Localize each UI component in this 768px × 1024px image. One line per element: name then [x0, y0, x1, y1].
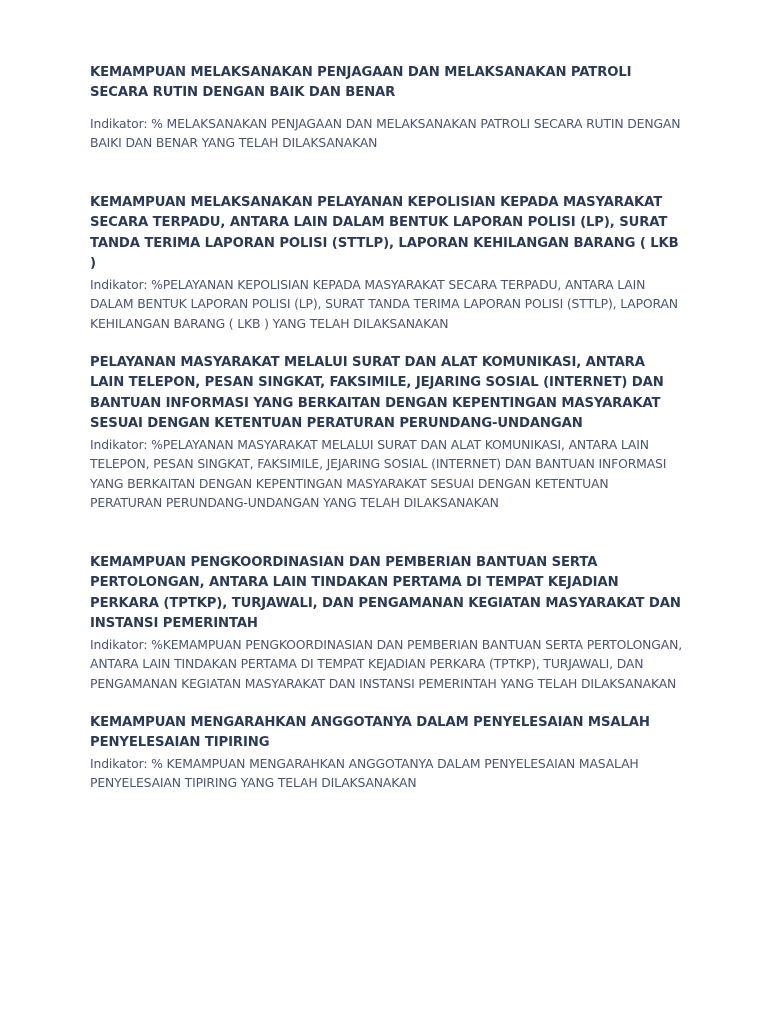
item-indicator: Indikator: %KEMAMPUAN PENGKOORDINASIAN DAN PEMBERIAN BANTUAN SERTA PERTOLONGAN, ANTARA LAIN TINDAKAN PERTAMA DI TEMPAT KEJADIAN PERKARA (TPTKP), TURJAWALI, DAN PENGAMANAN KEGIATAN MASYARAKAT DAN INSTANSI PEMERINTAH YANG TELAH DILAKSANAKAN	[90, 636, 682, 691]
item-indicator: Indikator: % MELAKSANAKAN PENJAGAAN DAN MELAKSANAKAN PATROLI SECARA RUTIN DENGAN BAIKI DAN BENAR YANG TELAH DILAKSANAKAN	[90, 115, 681, 151]
item-indicator: Indikator: %PELAYANAN MASYARAKAT MELALUI SURAT DAN ALAT KOMUNIKASI, ANTARA LAIN TELEPON, PESAN SINGKAT, FAKSIMILE, JEJARING SOSIAL (INTERNET) DAN BANTUAN INFORMASI YANG BERKAITAN DENGAN KEPENTINGAN MASYARAKAT SESUAI DENGAN KETENTUAN PERATURAN PERUNDANG-UNDANGAN YANG TELAH DILAKSANAKAN	[90, 436, 667, 511]
performance-item-police-service	[90, 193, 682, 333]
item-title: PELAYANAN MASYARAKAT MELALUI SURAT DAN ALAT KOMUNIKASI, ANTARA LAIN TELEPON, PESAN SINGKAT, FAKSIMILE, JEJARING SOSIAL (INTERNET) DAN BANTUAN INFORMASI YANG BERKAITAN DENGAN KEPENTINGAN MASYARAKAT SESUAI DENGAN KETENTUAN PERATURAN PERUNDANG-UNDANGAN	[90, 355, 664, 432]
item-indicator: Indikator: % KEMAMPUAN MENGARAHKAN ANGGOTANYA DALAM PENYELESAIAN MASALAH PENYELESAIAN TIPIRING YANG TELAH DILAKSANAKAN	[90, 755, 639, 791]
performance-item-coordination	[90, 553, 682, 693]
item-title: KEMAMPUAN MELAKSANAKAN PELAYANAN KEPOLISIAN KEPADA MASYARAKAT SECARA TERPADU, ANTARA LAIN DALAM BENTUK LAPORAN POLISI (LP), SURAT TANDA TERIMA LAPORAN POLISI (STTLP), LAPORAN KEHILANGAN BARANG ( LKB )	[90, 195, 679, 272]
item-title: KEMAMPUAN PENGKOORDINASIAN DAN PEMBERIAN BANTUAN SERTA PERTOLONGAN, ANTARA LAIN TINDAKAN PERTAMA DI TEMPAT KEJADIAN PERKARA (TPTKP), TURJAWALI, DAN PENGAMANAN KEGIATAN MASYARAKAT DAN INSTANSI PEMERINTAH	[90, 555, 681, 632]
item-title: KEMAMPUAN MENGARAHKAN ANGGOTANYA DALAM PENYELESAIAN MSALAH PENYELESAIAN TIPIRING	[90, 715, 650, 751]
performance-item-tipiring	[90, 713, 682, 793]
item-title: KEMAMPUAN MELAKSANAKAN PENJAGAAN DAN MELAKSANAKAN PATROLI SECARA RUTIN DENGAN BAIK DAN BENAR	[90, 65, 632, 101]
performance-item-communication-service	[90, 353, 682, 513]
performance-item-patrol	[90, 63, 682, 153]
item-indicator: Indikator: %PELAYANAN KEPOLISIAN KEPADA MASYARAKAT SECARA TERPADU, ANTARA LAIN DALAM BENTUK LAPORAN POLISI (LP), SURAT TANDA TERIMA LAPORAN POLISI (STTLP), LAPORAN KEHILANGAN BARANG ( LKB ) YANG TELAH DILAKSANAKAN	[90, 276, 678, 331]
